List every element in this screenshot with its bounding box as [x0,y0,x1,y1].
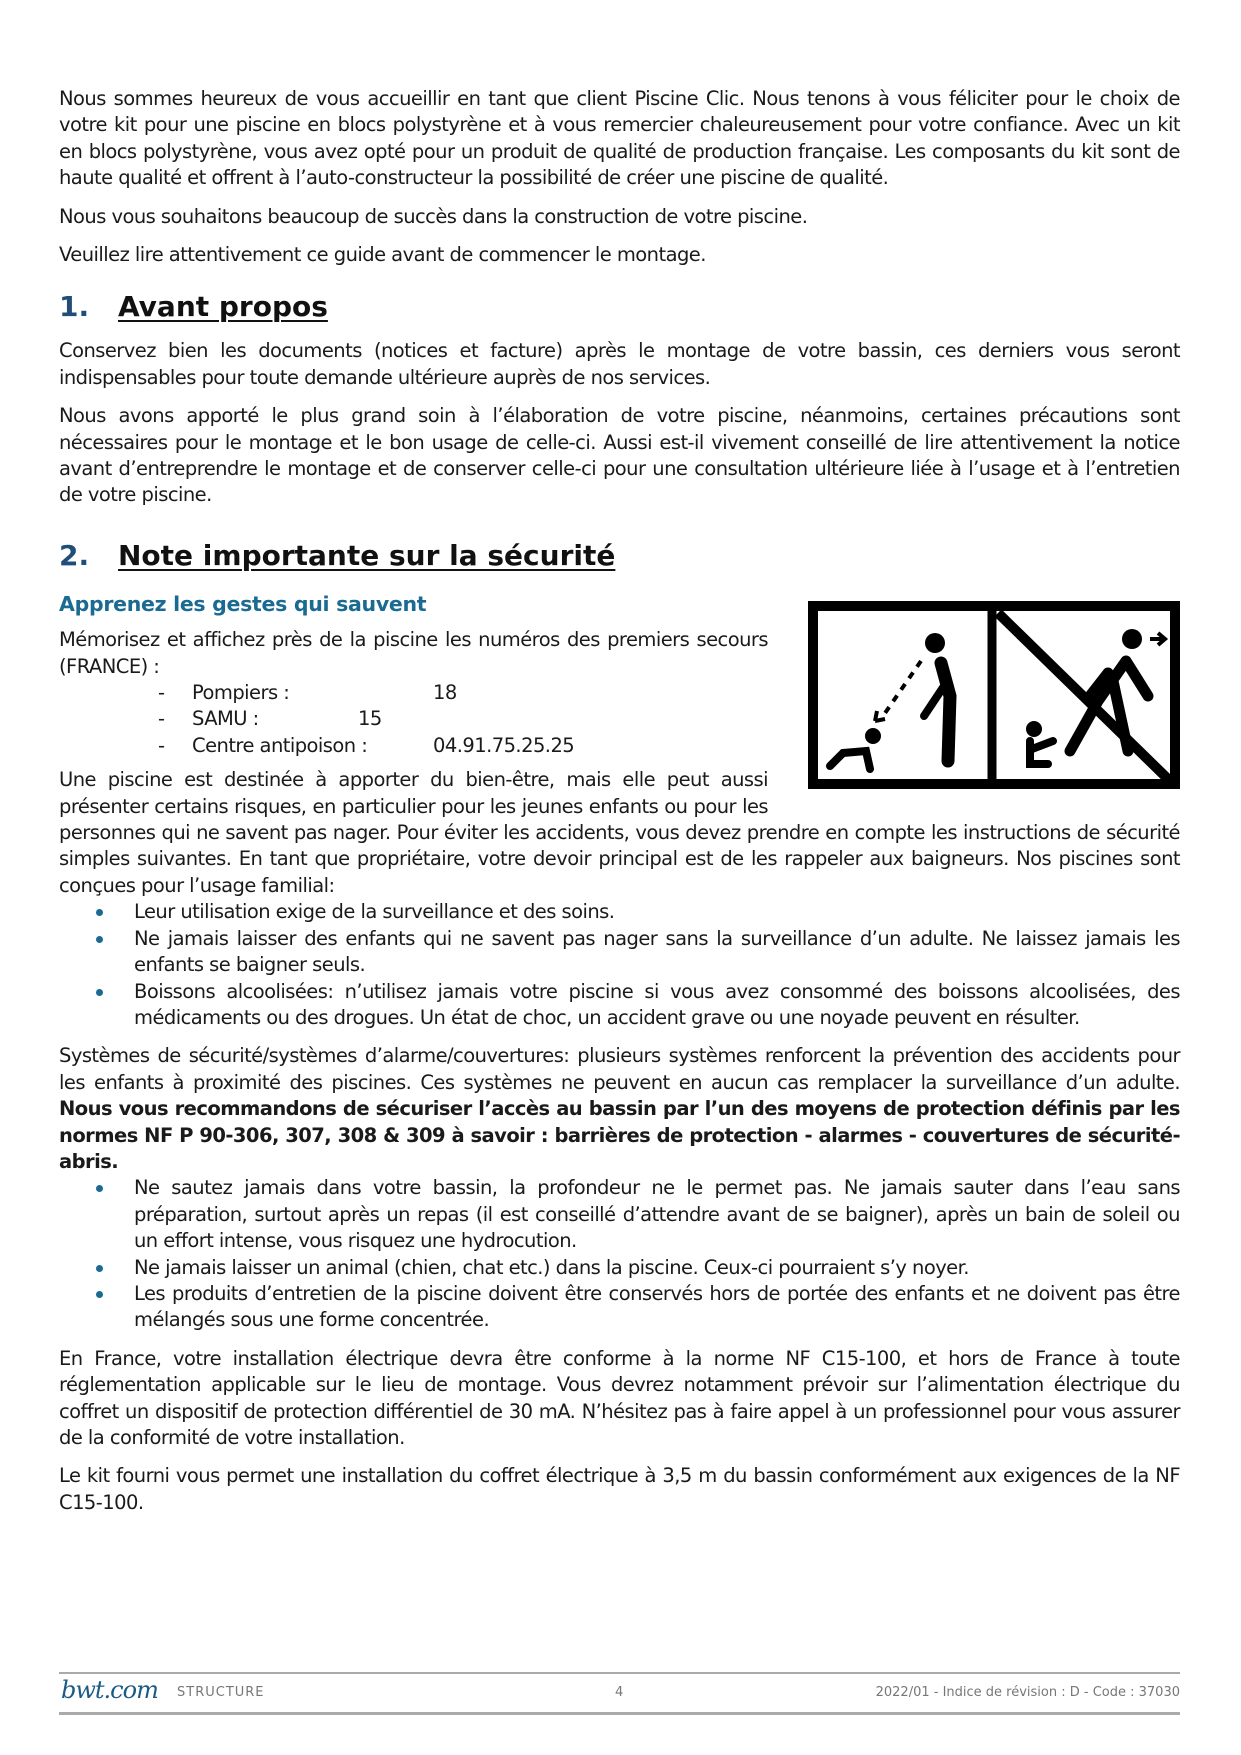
recommendation-bold: Nous vous recommandons de sécuriser l’accès au bassin par l’un des moyens de protection définis par les normes NF P 90-306, 307, 308 & 309 à savoir : barrières de protection - alarmes - couvertures de sécurité- abris. [59,1097,1180,1173]
dash: - [158,707,165,731]
list-item: Ne jamais laisser un animal (chien, chat etc.) dans la piscine. Ceux-ci pourraient s’y noyer. [59,1255,1180,1281]
intro-paragraph: Nous sommes heureux de vous accueillir en tant que client Piscine Clic. Nous tenons à vous féliciter pour le choix de votre kit pour une piscine en blocs polystyrène et à vous remercier chaleureusement pour votre confiance. Avec un kit en blocs polystyrène, vous avez opté pour un produit de qualité de production française. Les composants du kit sont de haute qualité et offrent à l’auto-constructeur la possibilité de créer une piscine de qualité. [59,87,1180,190]
section-heading-2 [59,539,1180,573]
list-item: Les produits d’entretien de la piscine doivent être conservés hors de portée des enfants et ne doivent pas être mélangés sous une forme concentrée. [59,1281,1180,1334]
list-item [59,680,1180,706]
phone-number: 04.91.75.25.25 [433,733,575,757]
phone-label: SAMU : [192,707,259,731]
phone-label: Pompiers : [192,681,290,705]
intro-paragraph: Nous vous souhaitons beaucoup de succès dans la construction de votre piscine. [59,204,808,228]
page-footer [59,1672,1180,1715]
systems-text: Systèmes de sécurité/systèmes d’alarme/couvertures: plusieurs systèmes renforcent la prévention des accidents pour les enfants à proximité des piscines. Ces systèmes ne peuvent en aucun cas remplacer la surveillance d’un adulte. [59,1044,1180,1094]
list-item [59,706,1180,732]
footer-section: STRUCTURE [177,1685,265,1700]
section-title: Note importante sur la sécurité [118,538,616,572]
list-item: Boissons alcoolisées: n’utilisez jamais votre piscine si vous avez consommé des boissons alcoolisées, des médicaments ou des drogues. Un état de choc, un accident grave ou une noyade peuvent en résulter. [59,979,1180,1032]
section-heading-1 [59,290,1180,324]
phone-number: 18 [433,681,457,705]
list-item: Leur utilisation exige de la surveillance et des soins. [59,899,1180,925]
emergency-numbers-list [59,680,1180,759]
dash: - [158,733,165,757]
list-item: Ne sautez jamais dans votre bassin, la profondeur ne le permet pas. Ne jamais sauter dans l’eau sans préparation, surtout après un repas (il est conseillé d’attendre avant de se baigner), après un bain de soleil ou un effort intense, vous risquez une hydrocution. [59,1175,1180,1254]
bwt-logo: bwt.com [61,1676,158,1704]
paragraph: Nous avons apporté le plus grand soin à l’élaboration de votre piscine, néanmoins, certaines précautions sont nécessaires pour le montage et le bon usage de celle-ci. Aussi est-il vivement conseillé de lire attentivement la notice avant d’entreprendre le montage et de conserver celle-ci pour une consultation ultérieure liée à l’usage et à l’entretien de votre piscine. [59,404,1180,507]
section-number: 1. [59,290,90,324]
paragraph: Conservez bien les documents (notices et facture) après le montage de votre bassin, ces derniers vous seront indispensables pour toute demande ultérieure auprès de nos services. [59,339,1180,389]
subheading: Apprenez les gestes qui sauvent [59,591,427,616]
revision-code: 2022/01 - Indice de révision : D - Code : 37030 [875,1685,1180,1700]
page-number: 4 [615,1685,624,1700]
safety-bullets [59,1175,1180,1333]
section-title: Avant propos [118,290,328,324]
paragraph: Le kit fourni vous permet une installation du coffret électrique à 3,5 m du bassin conformément aux exigences de la NF C15-100. [59,1464,1180,1514]
list-item: Ne jamais laisser des enfants qui ne savent pas nager sans la surveillance d’un adulte. Ne laissez jamais les enfants se baigner seuls. [59,926,1180,979]
phone-number: 15 [358,707,382,731]
paragraph: Mémorisez et affichez près de la piscine les numéros des premiers secours (FRANCE) : [59,628,768,678]
document-body [59,86,1180,1528]
list-item [59,733,1180,759]
paragraph: En France, votre installation électrique devra être conforme à la norme NF C15-100, et hors de France à toute réglementation applicable sur le lieu de montage. Vous devrez notamment prévoir sur l’alimentation électrique du coffret un dispositif de protection différentiel de 30 mA. N’hésitez pas à faire appel à un professionnel pour vous assurer de la conformité de votre installation. [59,1346,1180,1450]
paragraph: Une piscine est destinée à apporter du bien-être, mais elle peut aussi présenter certains risques, en particulier pour les jeunes enfants ou pour les personnes qui ne savent pas nager. Pour éviter les accidents, vous devez prendre en compte les instructions de sécurité simples suivantes. En tant que propriétaire, votre devoir principal est de les rappeler aux baigneurs. Nos piscines sont conçues pour l’usage familial: [59,768,1180,897]
intro-paragraph: Veuillez lire attentivement ce guide avant de commencer le montage. [59,243,706,267]
dash: - [158,681,165,705]
section-number: 2. [59,538,90,572]
paragraph [59,1043,1180,1175]
phone-label: Centre antipoison : [192,733,368,757]
safety-bullets [59,899,1180,1031]
